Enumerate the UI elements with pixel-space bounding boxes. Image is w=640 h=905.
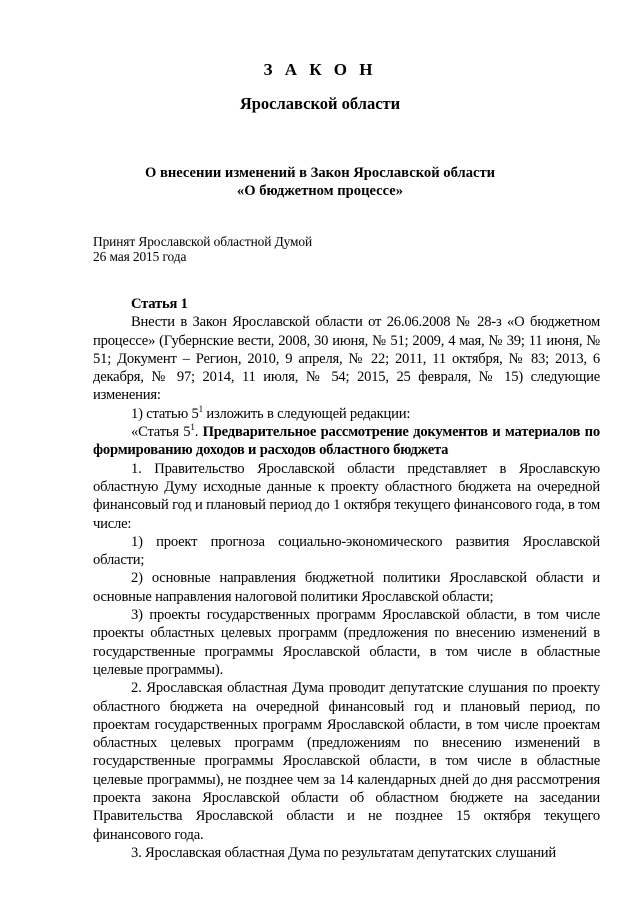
article-title: Статья 1 bbox=[131, 296, 188, 312]
new-article-sup: 1 bbox=[190, 422, 195, 433]
paragraph-1: 1. Правительство Ярославской области представляет в Ярославскую областную Думу исходные данные к проекту областного бюджета на очередной финансовый год и плановый период до 1 октября текущего финансового года, в том числе: bbox=[93, 460, 600, 532]
region-title: Ярославской области bbox=[239, 94, 401, 113]
new-article-heading bbox=[93, 423, 600, 460]
new-article-title: Предварительное рассмотрение документов и материалов по формированию доходов и расходов областного бюджета bbox=[93, 424, 600, 459]
amendment-item-1-suffix: изложить в следующей редакции: bbox=[202, 405, 411, 422]
paragraph-1-item-2: 2) основные направления бюджетной политики Ярославской области и основные направления налоговой политики Ярославской области; bbox=[93, 570, 600, 605]
new-article-dot: . bbox=[194, 424, 203, 441]
paragraph-3: 3. Ярославская областная Дума по результатам депутатских слушаний bbox=[131, 844, 556, 861]
article-intro: Внести в Закон Ярославской области от 26.06.2008 № 28-з «О бюджетном процессе» (Губернские вести, 2008, 30 июня, № 51; 2009, 4 мая, № 39; 11 июня, № 51; Документ – Регион, 2010, 9 апреля, № 22; 2011, 11 октября, № 83; 2013, 6 декабря, № 97; 2014, 11 июля, № 54; 2015, 25 февраля, № 15) следующие изменения: bbox=[93, 314, 600, 404]
article-body bbox=[93, 295, 600, 862]
adopted-by: Принят Ярославской областной Думой bbox=[93, 234, 313, 249]
law-heading-line-1: О внесении изменений в Закон Ярославской области bbox=[144, 165, 496, 181]
adopted-date: 26 мая 2015 года bbox=[93, 249, 187, 264]
amendment-item-1-sup: 1 bbox=[198, 403, 203, 414]
paragraph-2: 2. Ярославская областная Дума проводит депутатские слушания по проекту областного бюджета на очередной финансовый год и плановый период, по проектам государственных программ Ярославской области, в том числе проектам областных целевых программ (предложениям по внесению изменений в государственные программы Ярославской области, в том числе в областные целевые программы), не позднее чем за 14 календарных дней до дня рассмотрения проекта закона Ярославской области об областном бюджете на заседании Правительства Ярославской области и не позднее 15 октября текущего финансового года. bbox=[93, 680, 600, 843]
paragraph-1-item-1: 1) проект прогноза социально-экономического развития Ярославской области; bbox=[93, 533, 600, 569]
amendment-item-1-prefix: 1) статью 5 bbox=[131, 405, 199, 422]
new-article-prefix: «Статья 5 bbox=[131, 424, 191, 441]
law-heading-line-2: «О бюджетном процессе» bbox=[236, 183, 404, 199]
amendment-item-1 bbox=[93, 405, 600, 423]
law-title: З А К О Н bbox=[263, 60, 377, 79]
paragraph-1-item-3: 3) проекты государственных программ Ярославской области, в том числе проекты областных целевых программ (предложения по внесению изменений в государственные программы Ярославской области, в том числе в областные целевые программы). bbox=[93, 607, 600, 678]
